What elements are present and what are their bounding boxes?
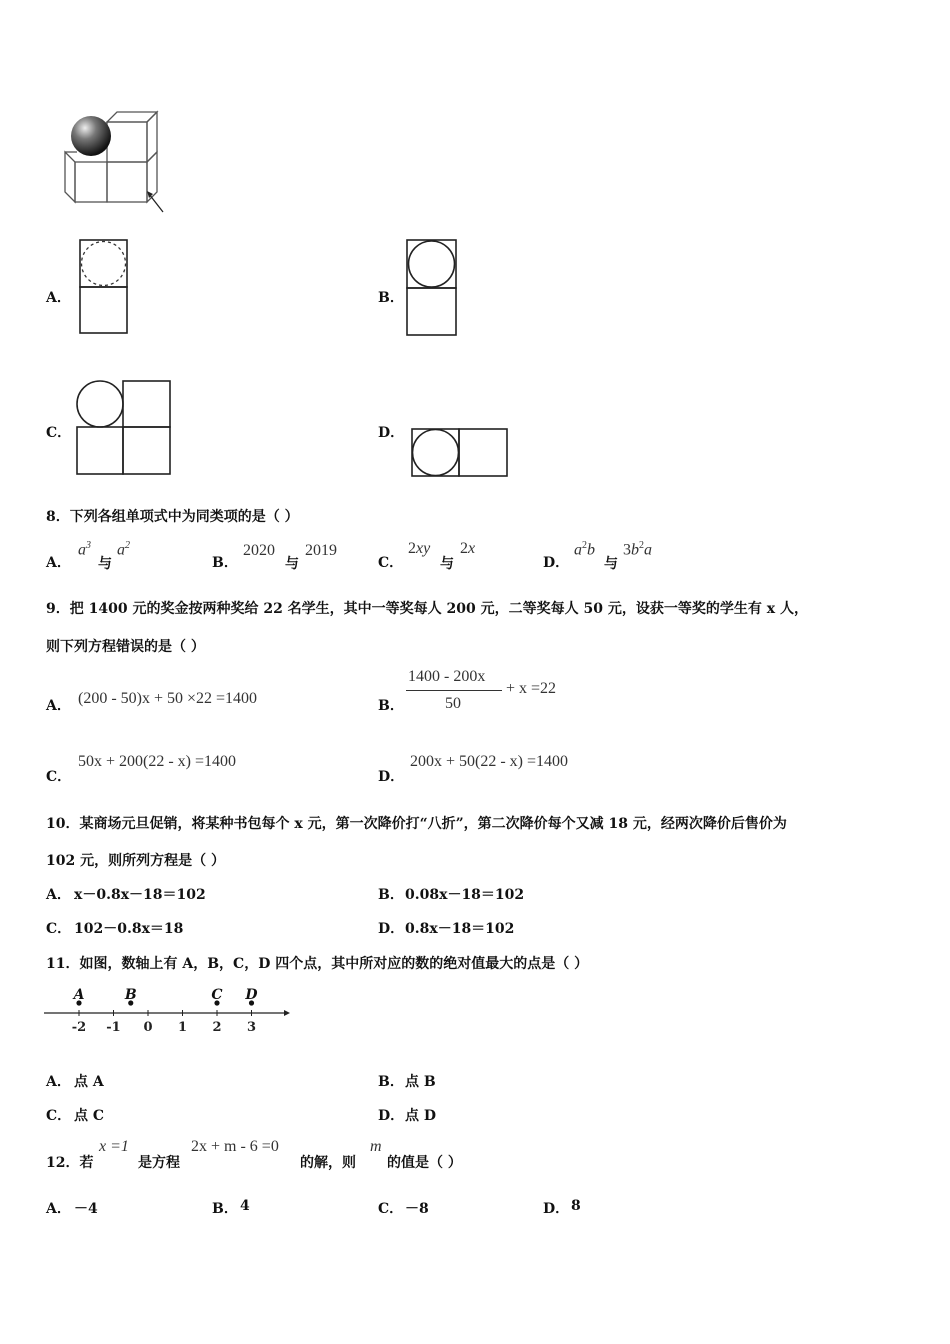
q8-option-d-right: $3b^2a$: [623, 540, 652, 559]
q9-option-b-numerator: 1400 - 200x: [408, 668, 486, 685]
q9-option-c-label[interactable]: C．: [46, 769, 72, 785]
q7-option-b-label[interactable]: B．: [378, 290, 404, 306]
q10-option-d-expr: 0.8x－18＝102: [405, 921, 515, 937]
point-label-A: A: [73, 987, 85, 1003]
q9-option-a-label[interactable]: A．: [46, 698, 71, 714]
axis-arrow: [284, 1010, 290, 1016]
q12-option-d-label[interactable]: D．: [543, 1201, 570, 1217]
q9-option-a-expr: (200 - 50)x + 50 ×22 =1400: [78, 690, 258, 707]
q12-option-a-label[interactable]: A．: [46, 1201, 71, 1217]
q7-option-c-label[interactable]: C．: [46, 425, 72, 441]
q11-option-c-text: 点 C: [74, 1108, 105, 1124]
q11-stem: 11．如图，数轴上有 A，B，C，D 四个点，其中所对应的数的绝对值最大的点是（ ）: [46, 956, 589, 972]
tick-label: -1: [106, 1020, 121, 1035]
point-label-B: B: [124, 987, 137, 1003]
q10-option-b-label[interactable]: B．: [378, 887, 404, 903]
q8-option-b-right: 2019: [305, 542, 337, 559]
q9-stem-line2: 则下列方程错误的是（ ）: [46, 639, 205, 655]
q11-option-a-text: 点 A: [74, 1074, 104, 1090]
q12-option-b-label[interactable]: B．: [212, 1201, 238, 1217]
q8-option-b-mid: 与: [285, 556, 299, 572]
q11-option-b-label[interactable]: B．: [378, 1074, 404, 1090]
q11-option-d-label[interactable]: D．: [378, 1108, 405, 1124]
q12-option-a-text: －4: [74, 1201, 98, 1217]
cube-ball-figure: [55, 108, 175, 218]
q9-option-b-fraction-bar: [406, 690, 502, 691]
q8-option-a-label[interactable]: A．: [46, 555, 71, 571]
q11-option-a-label[interactable]: A．: [46, 1074, 71, 1090]
q7-option-d-label[interactable]: D．: [378, 425, 405, 441]
q7-option-d-figure: [410, 427, 510, 479]
q7-option-a-figure: [79, 239, 129, 335]
q8-option-b-label[interactable]: B．: [212, 555, 238, 571]
q7-option-b-figure: [406, 239, 458, 337]
q12-option-b-text: 4: [240, 1198, 250, 1214]
q8-stem: 8．下列各组单项式中为同类项的是（ ）: [46, 509, 299, 525]
q9-option-b-label[interactable]: B．: [378, 698, 404, 714]
q9-option-d-label[interactable]: D．: [378, 769, 405, 785]
q12-mid: 是方程: [138, 1155, 180, 1171]
tick-label: 1: [177, 1020, 188, 1035]
tick-label: -2: [71, 1020, 87, 1035]
q12-option-c-label[interactable]: C．: [378, 1201, 404, 1217]
q9-stem-line1: 9．把 1400 元的奖金按两种奖给 22 名学生，其中一等奖每人 200 元，二等奖每人 50 元，设获一等奖的学生有 x 人，: [46, 601, 808, 617]
q7-option-c-figure: [75, 379, 173, 477]
q11-number-line: [40, 985, 295, 1037]
q9-option-c-expr: 50x + 200(22 - x) =1400: [78, 753, 237, 770]
q8-option-d-left: $a^2b$: [574, 540, 595, 559]
q10-stem-line2: 102 元，则所列方程是（ ）: [46, 853, 225, 869]
q12-option-c-text: －8: [405, 1201, 429, 1217]
q7-option-a-label[interactable]: A．: [46, 290, 71, 306]
q11-option-d-text: 点 D: [405, 1108, 437, 1124]
q8-option-d-mid: 与: [604, 556, 618, 572]
q10-option-c-expr: 102－0.8x＝18: [74, 921, 184, 937]
q8-option-a-right: $a^2$: [117, 540, 130, 559]
q10-option-a-expr: x－0.8x－18＝102: [74, 887, 206, 903]
q12-option-d-text: 8: [571, 1198, 581, 1214]
q9-option-b-tail: + x =22: [506, 680, 557, 697]
q8-option-c-left: 2xy: [408, 540, 431, 557]
q8-option-a-mid: 与: [98, 556, 112, 572]
q12-after: 的解，则: [300, 1155, 356, 1171]
q10-option-a-label[interactable]: A．: [46, 887, 71, 903]
q10-stem-line1: 10．某商场元旦促销，将某种书包每个 x 元，第一次降价打“八折”，第二次降价每个又减 18 元，经两次降价后售价为: [46, 816, 787, 832]
q9-option-d-expr: 200x + 50(22 - x) =1400: [410, 753, 569, 770]
tick-label: 3: [246, 1020, 257, 1035]
q10-option-d-label[interactable]: D．: [378, 921, 405, 937]
q12-equation: 2x + m - 6 =0: [191, 1138, 279, 1155]
q12-tail: 的值是（ ）: [387, 1155, 462, 1171]
q12-variable: m: [370, 1138, 382, 1155]
q8-option-c-label[interactable]: C．: [378, 555, 404, 571]
point-label-C: C: [211, 987, 223, 1003]
q8-option-c-mid: 与: [440, 556, 454, 572]
q8-option-d-label[interactable]: D．: [543, 555, 570, 571]
q8-option-a-left: $a^3$: [78, 540, 91, 559]
q12-condition: x =1: [99, 1138, 129, 1155]
q11-option-c-label[interactable]: C．: [46, 1108, 72, 1124]
point-label-D: D: [245, 987, 258, 1003]
q10-option-c-label[interactable]: C．: [46, 921, 72, 937]
q12-prefix: 12．若: [46, 1155, 94, 1171]
tick-label: 0: [143, 1020, 153, 1035]
q10-option-b-expr: 0.08x－18＝102: [405, 887, 525, 903]
q9-option-b-denominator: 50: [445, 695, 461, 712]
q11-option-b-text: 点 B: [405, 1074, 436, 1090]
q8-option-b-left: 2020: [243, 542, 275, 559]
q8-option-c-right: 2x: [460, 540, 476, 557]
tick-label: 2: [212, 1020, 222, 1035]
